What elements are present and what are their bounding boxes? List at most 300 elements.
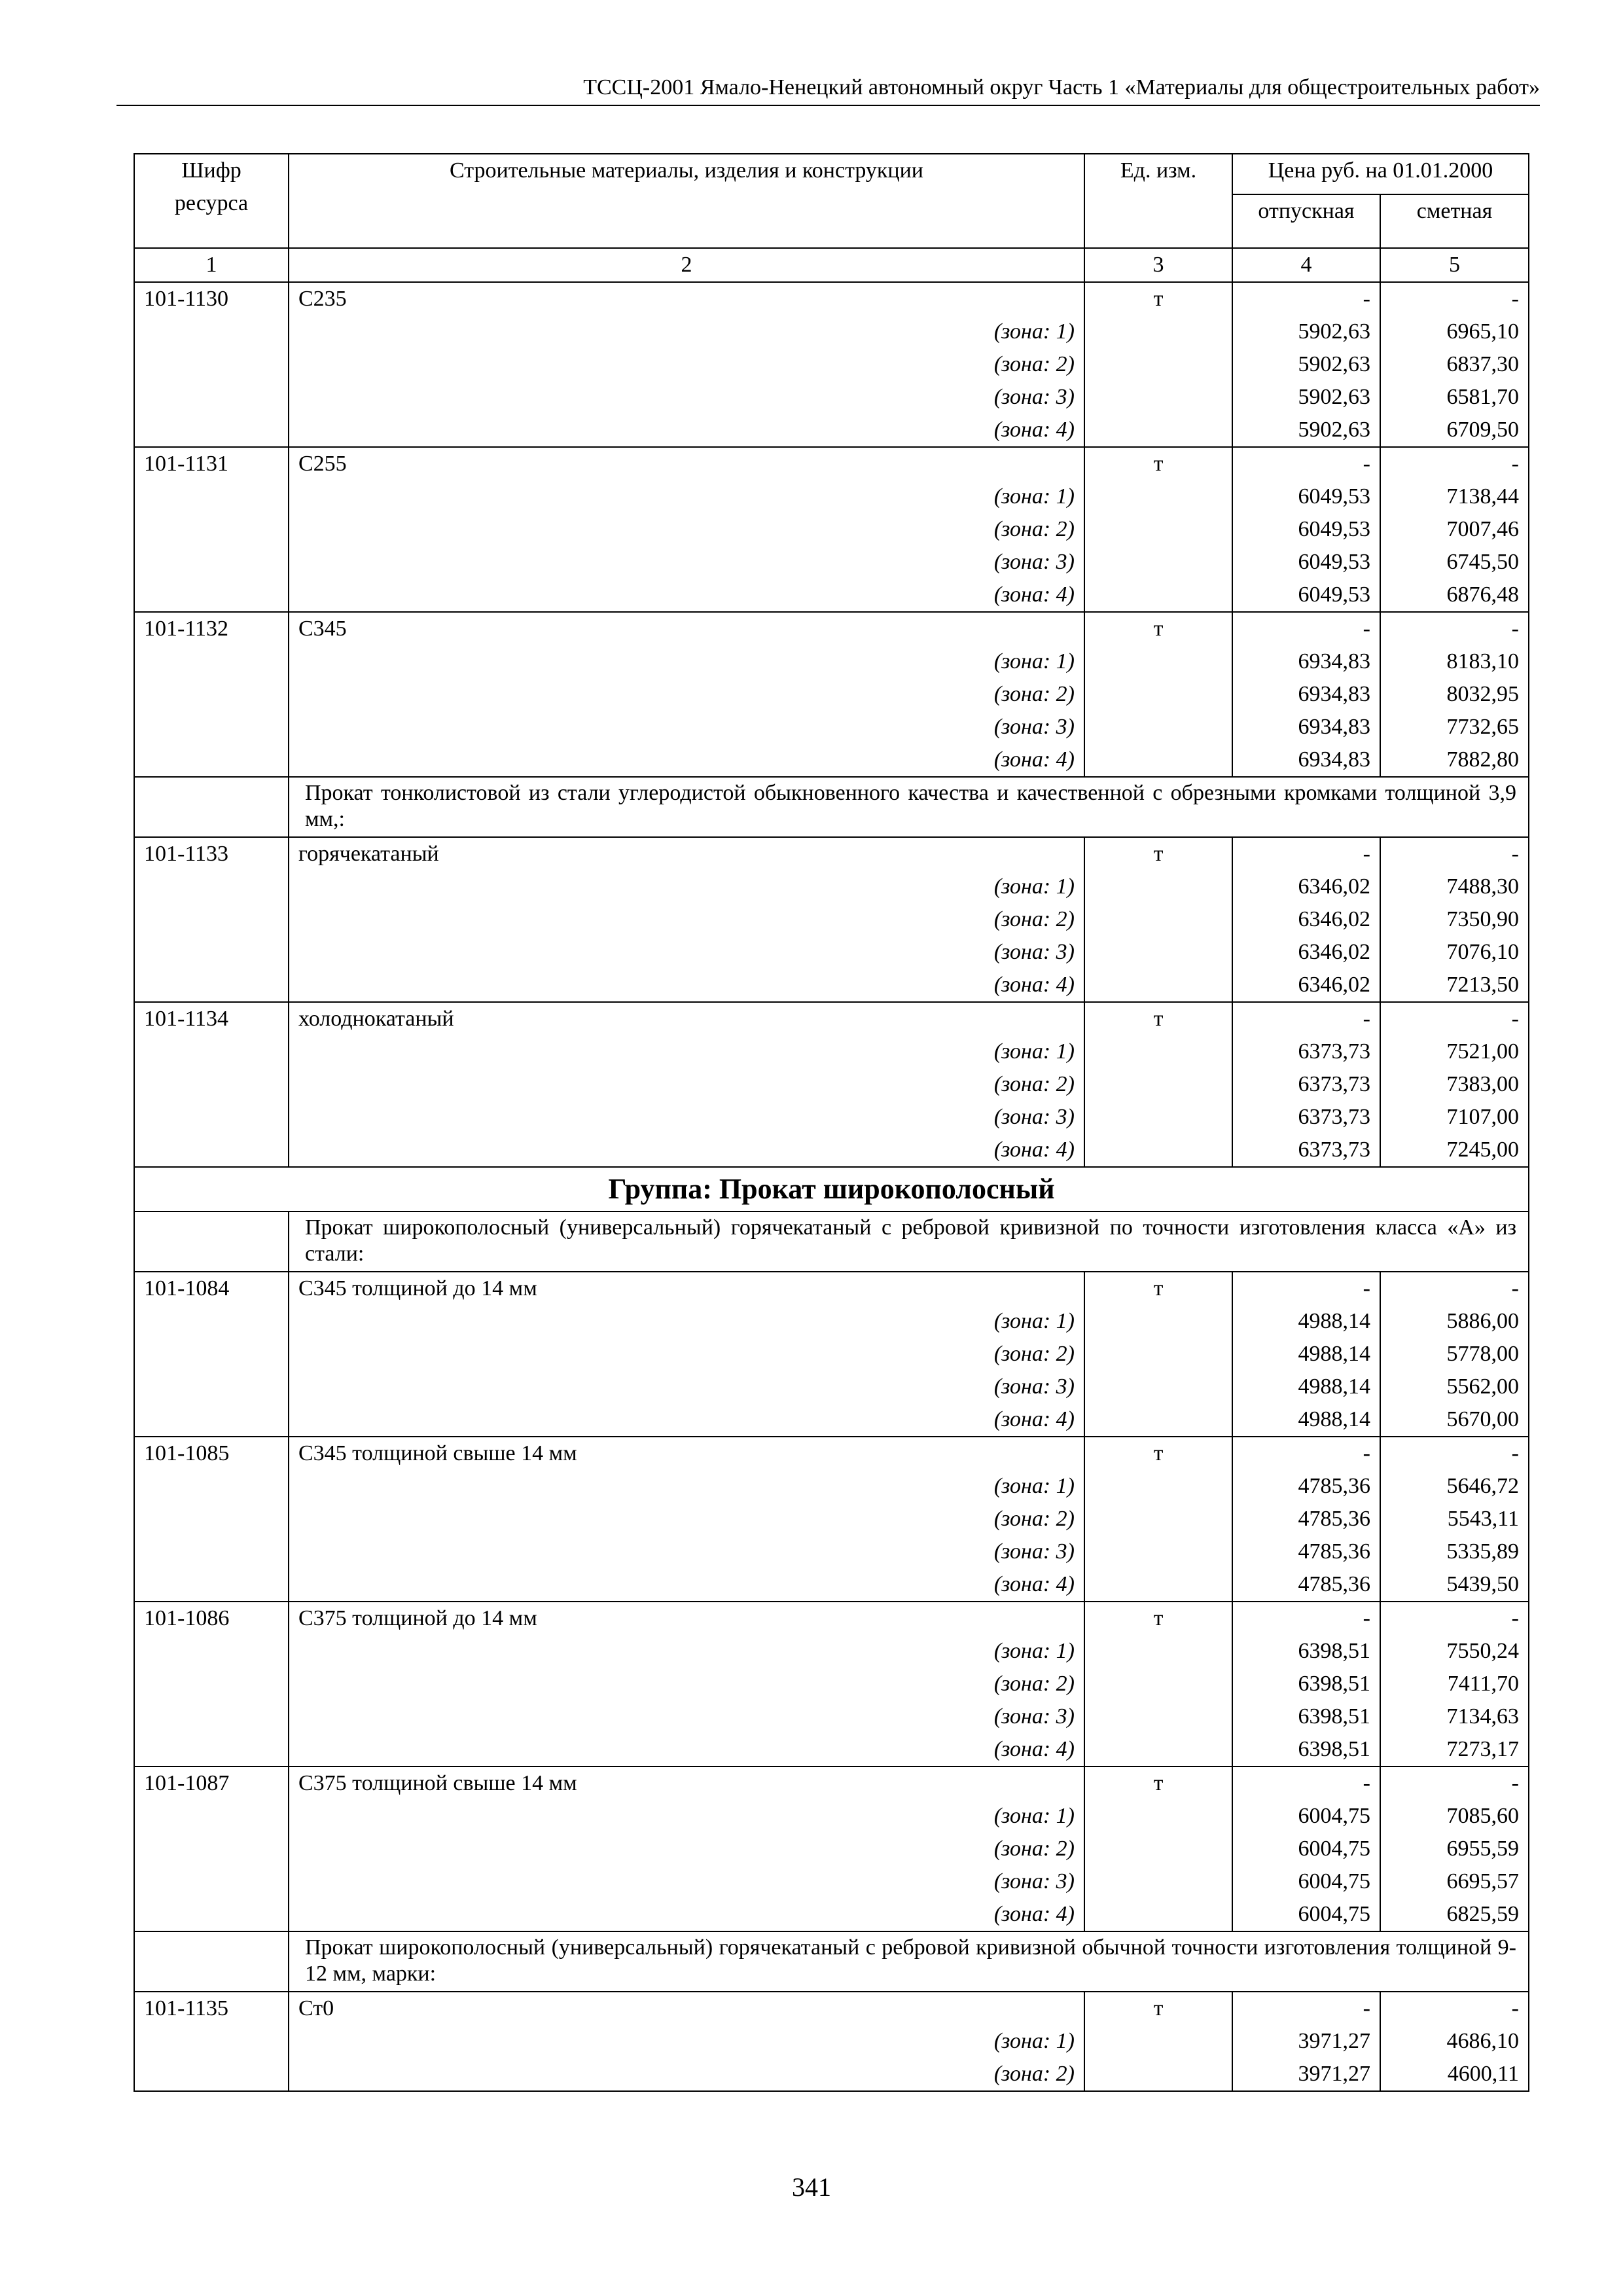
estimate-price: 7085,60	[1380, 1800, 1529, 1833]
empty-cell	[134, 1503, 289, 1535]
material-name: С375 толщиной до 14 мм	[289, 1602, 1084, 1635]
table-row	[134, 1767, 1529, 1800]
unit: т	[1084, 1992, 1232, 2025]
zone-row	[134, 1035, 1529, 1068]
estimate-price: -	[1380, 447, 1529, 480]
empty-cell	[1084, 1668, 1232, 1700]
empty-cell	[134, 1833, 289, 1865]
zone-row	[134, 1371, 1529, 1403]
empty-cell	[1084, 414, 1232, 447]
empty-cell	[1084, 1371, 1232, 1403]
empty-cell	[134, 381, 289, 414]
zone-row	[134, 1503, 1529, 1535]
zone-row	[134, 678, 1529, 711]
estimate-price: 5439,50	[1380, 1568, 1529, 1602]
unit: т	[1084, 282, 1232, 315]
estimate-price: -	[1380, 1767, 1529, 1800]
estimate-price: 7411,70	[1380, 1668, 1529, 1700]
group-row	[134, 1167, 1529, 1211]
zone-label: (зона: 2)	[289, 1833, 1084, 1865]
empty-cell	[1084, 1865, 1232, 1898]
estimate-price: -	[1380, 1272, 1529, 1305]
estimate-price: 6955,59	[1380, 1833, 1529, 1865]
empty-cell	[134, 546, 289, 579]
zone-label: (зона: 3)	[289, 381, 1084, 414]
release-price: -	[1232, 612, 1380, 645]
empty-cell	[134, 1931, 289, 1992]
estimate-price: 7076,10	[1380, 936, 1529, 969]
zone-label: (зона: 3)	[289, 546, 1084, 579]
header-code: Шифр ресурса	[134, 154, 289, 248]
empty-cell	[1084, 1134, 1232, 1167]
empty-cell	[1084, 1700, 1232, 1733]
estimate-price: 6876,48	[1380, 579, 1529, 612]
empty-cell	[134, 744, 289, 777]
resource-code: 101-1135	[134, 1992, 289, 2025]
zone-row	[134, 579, 1529, 612]
unit: т	[1084, 1767, 1232, 1800]
empty-cell	[134, 348, 289, 381]
zone-label: (зона: 2)	[289, 1068, 1084, 1101]
estimate-price: -	[1380, 612, 1529, 645]
table-row	[134, 282, 1529, 315]
estimate-price: -	[1380, 1437, 1529, 1470]
resource-code: 101-1131	[134, 447, 289, 480]
resource-code: 101-1133	[134, 837, 289, 870]
empty-cell	[1084, 936, 1232, 969]
release-price: 6934,83	[1232, 711, 1380, 744]
resource-code: 101-1134	[134, 1002, 289, 1035]
zone-label: (зона: 4)	[289, 969, 1084, 1002]
release-price: 4785,36	[1232, 1535, 1380, 1568]
empty-cell	[134, 1733, 289, 1767]
zone-row	[134, 1101, 1529, 1134]
material-name: С345	[289, 612, 1084, 645]
zone-label: (зона: 1)	[289, 1035, 1084, 1068]
zone-row	[134, 1305, 1529, 1338]
release-price: -	[1232, 837, 1380, 870]
empty-cell	[134, 1371, 289, 1403]
material-name: С375 толщиной свыше 14 мм	[289, 1767, 1084, 1800]
empty-cell	[134, 1700, 289, 1733]
zone-row	[134, 414, 1529, 447]
empty-cell	[134, 1035, 289, 1068]
zone-row	[134, 513, 1529, 546]
empty-cell	[134, 579, 289, 612]
release-price: 6398,51	[1232, 1700, 1380, 1733]
release-price: 6004,75	[1232, 1865, 1380, 1898]
header-estimate-price: сметная	[1380, 194, 1529, 248]
zone-row	[134, 1134, 1529, 1167]
empty-cell	[1084, 1101, 1232, 1134]
material-name: холоднокатаный	[289, 1002, 1084, 1035]
zone-row	[134, 546, 1529, 579]
zone-label: (зона: 4)	[289, 1733, 1084, 1767]
empty-cell	[1084, 513, 1232, 546]
section-description: Прокат широкополосный (универсальный) горячекатаный с ребровой кривизной обычной точности изготовления толщиной 9-12 мм, марки:	[289, 1931, 1529, 1992]
empty-cell	[134, 936, 289, 969]
release-price: 4988,14	[1232, 1371, 1380, 1403]
estimate-price: -	[1380, 1992, 1529, 2025]
empty-cell	[134, 1211, 289, 1272]
zone-row	[134, 1338, 1529, 1371]
estimate-price: 4600,11	[1380, 2058, 1529, 2091]
column-number: 3	[1084, 248, 1232, 282]
empty-cell	[134, 1635, 289, 1668]
empty-cell	[1084, 1305, 1232, 1338]
section-description: Прокат тонколистовой из стали углеродистой обыкновенного качества и качественной с обрезными кромками толщиной 3,9 мм,:	[289, 777, 1529, 837]
release-price: 4988,14	[1232, 1338, 1380, 1371]
column-number: 2	[289, 248, 1084, 282]
empty-cell	[1084, 744, 1232, 777]
zone-row	[134, 870, 1529, 903]
estimate-price: -	[1380, 1002, 1529, 1035]
unit: т	[1084, 1437, 1232, 1470]
zone-label: (зона: 3)	[289, 1535, 1084, 1568]
table-row	[134, 447, 1529, 480]
estimate-price: 7007,46	[1380, 513, 1529, 546]
section-description: Прокат широкополосный (универсальный) горячекатаный с ребровой кривизной по точности изготовления класса «А» из стали:	[289, 1211, 1529, 1272]
estimate-price: 7550,24	[1380, 1635, 1529, 1668]
release-price: 6346,02	[1232, 936, 1380, 969]
empty-cell	[134, 1668, 289, 1700]
release-price: 3971,27	[1232, 2025, 1380, 2058]
release-price: 6398,51	[1232, 1668, 1380, 1700]
empty-cell	[1084, 1035, 1232, 1068]
empty-cell	[1084, 1568, 1232, 1602]
table-body	[134, 282, 1529, 2091]
release-price: 6004,75	[1232, 1833, 1380, 1865]
zone-label: (зона: 3)	[289, 936, 1084, 969]
empty-cell	[1084, 1068, 1232, 1101]
group-title: Группа: Прокат широкополосный	[134, 1167, 1529, 1211]
empty-cell	[134, 969, 289, 1002]
release-price: 6934,83	[1232, 645, 1380, 678]
estimate-price: 5562,00	[1380, 1371, 1529, 1403]
estimate-price: 7882,80	[1380, 744, 1529, 777]
unit: т	[1084, 447, 1232, 480]
empty-cell	[1084, 546, 1232, 579]
estimate-price: 5670,00	[1380, 1403, 1529, 1437]
estimate-price: 6825,59	[1380, 1898, 1529, 1931]
estimate-price: 8183,10	[1380, 645, 1529, 678]
release-price: 6373,73	[1232, 1101, 1380, 1134]
zone-label: (зона: 2)	[289, 2058, 1084, 2091]
estimate-price: 6837,30	[1380, 348, 1529, 381]
zone-row	[134, 381, 1529, 414]
release-price: -	[1232, 1437, 1380, 1470]
empty-cell	[1084, 348, 1232, 381]
zone-row	[134, 2058, 1529, 2091]
empty-cell	[1084, 1470, 1232, 1503]
unit: т	[1084, 837, 1232, 870]
release-price: 3971,27	[1232, 2058, 1380, 2091]
empty-cell	[1084, 480, 1232, 513]
zone-row	[134, 645, 1529, 678]
description-row	[134, 777, 1529, 837]
empty-cell	[134, 903, 289, 936]
empty-cell	[134, 1101, 289, 1134]
header-unit: Ед. изм.	[1084, 154, 1232, 248]
estimate-price: 8032,95	[1380, 678, 1529, 711]
empty-cell	[1084, 1535, 1232, 1568]
material-name: горячекатаный	[289, 837, 1084, 870]
estimate-price: 7107,00	[1380, 1101, 1529, 1134]
zone-label: (зона: 4)	[289, 1568, 1084, 1602]
empty-cell	[1084, 969, 1232, 1002]
empty-cell	[1084, 1833, 1232, 1865]
zone-label: (зона: 2)	[289, 1338, 1084, 1371]
zone-row	[134, 348, 1529, 381]
zone-label: (зона: 1)	[289, 645, 1084, 678]
column-number: 1	[134, 248, 289, 282]
zone-row	[134, 1470, 1529, 1503]
release-price: -	[1232, 1992, 1380, 2025]
empty-cell	[1084, 381, 1232, 414]
estimate-price: 4686,10	[1380, 2025, 1529, 2058]
material-name: С345 толщиной до 14 мм	[289, 1272, 1084, 1305]
unit: т	[1084, 1602, 1232, 1635]
zone-label: (зона: 1)	[289, 480, 1084, 513]
empty-cell	[1084, 870, 1232, 903]
zone-label: (зона: 2)	[289, 1668, 1084, 1700]
estimate-price: 7521,00	[1380, 1035, 1529, 1068]
empty-cell	[134, 1403, 289, 1437]
zone-row	[134, 1568, 1529, 1602]
empty-cell	[134, 414, 289, 447]
zone-label: (зона: 1)	[289, 1470, 1084, 1503]
release-price: -	[1232, 1602, 1380, 1635]
release-price: 6049,53	[1232, 546, 1380, 579]
price-table-wrap	[134, 153, 1528, 2092]
estimate-price: 5543,11	[1380, 1503, 1529, 1535]
estimate-price: 5335,89	[1380, 1535, 1529, 1568]
empty-cell	[134, 1898, 289, 1931]
table-row	[134, 1437, 1529, 1470]
release-price: 6373,73	[1232, 1068, 1380, 1101]
zone-row	[134, 936, 1529, 969]
empty-cell	[1084, 2025, 1232, 2058]
material-name: С235	[289, 282, 1084, 315]
zone-label: (зона: 4)	[289, 1403, 1084, 1437]
resource-code: 101-1085	[134, 1437, 289, 1470]
empty-cell	[134, 1338, 289, 1371]
estimate-price: 7213,50	[1380, 969, 1529, 1002]
empty-cell	[134, 777, 289, 837]
header-price: Цена руб. на 01.01.2000	[1232, 154, 1529, 194]
table-row	[134, 1002, 1529, 1035]
estimate-price: -	[1380, 1602, 1529, 1635]
release-price: 5902,63	[1232, 348, 1380, 381]
empty-cell	[134, 480, 289, 513]
description-row	[134, 1211, 1529, 1272]
release-price: 6049,53	[1232, 579, 1380, 612]
release-price: 4785,36	[1232, 1568, 1380, 1602]
estimate-price: 5886,00	[1380, 1305, 1529, 1338]
estimate-price: 7488,30	[1380, 870, 1529, 903]
empty-cell	[134, 1568, 289, 1602]
empty-cell	[134, 1865, 289, 1898]
material-name: Ст0	[289, 1992, 1084, 2025]
zone-row	[134, 1535, 1529, 1568]
zone-row	[134, 1068, 1529, 1101]
estimate-price: 7732,65	[1380, 711, 1529, 744]
release-price: 4988,14	[1232, 1403, 1380, 1437]
page-number: 341	[792, 2172, 831, 2202]
release-price: 6934,83	[1232, 744, 1380, 777]
empty-cell	[1084, 903, 1232, 936]
resource-code: 101-1130	[134, 282, 289, 315]
zone-row	[134, 1700, 1529, 1733]
release-price: 6346,02	[1232, 870, 1380, 903]
release-price: 6373,73	[1232, 1134, 1380, 1167]
zone-label: (зона: 3)	[289, 1700, 1084, 1733]
zone-label: (зона: 3)	[289, 711, 1084, 744]
description-row	[134, 1931, 1529, 1992]
release-price: 4785,36	[1232, 1470, 1380, 1503]
zone-row	[134, 1668, 1529, 1700]
estimate-price: -	[1380, 282, 1529, 315]
zone-label: (зона: 1)	[289, 870, 1084, 903]
estimate-price: 6695,57	[1380, 1865, 1529, 1898]
estimate-price: 7350,90	[1380, 903, 1529, 936]
release-price: 6373,73	[1232, 1035, 1380, 1068]
zone-label: (зона: 2)	[289, 348, 1084, 381]
estimate-price: 7138,44	[1380, 480, 1529, 513]
zone-row	[134, 1733, 1529, 1767]
zone-row	[134, 903, 1529, 936]
material-name: С255	[289, 447, 1084, 480]
release-price: 6346,02	[1232, 903, 1380, 936]
empty-cell	[134, 1305, 289, 1338]
release-price: 4785,36	[1232, 1503, 1380, 1535]
table-row	[134, 1272, 1529, 1305]
release-price: 4988,14	[1232, 1305, 1380, 1338]
zone-row	[134, 480, 1529, 513]
empty-cell	[134, 645, 289, 678]
empty-cell	[1084, 1403, 1232, 1437]
column-number: 4	[1232, 248, 1380, 282]
header-release-price: отпускная	[1232, 194, 1380, 248]
table-row	[134, 612, 1529, 645]
empty-cell	[1084, 2058, 1232, 2091]
empty-cell	[1084, 678, 1232, 711]
resource-code: 101-1132	[134, 612, 289, 645]
zone-row	[134, 969, 1529, 1002]
zone-label: (зона: 4)	[289, 744, 1084, 777]
zone-label: (зона: 2)	[289, 903, 1084, 936]
zone-label: (зона: 3)	[289, 1371, 1084, 1403]
empty-cell	[1084, 579, 1232, 612]
empty-cell	[1084, 1338, 1232, 1371]
estimate-price: 7383,00	[1380, 1068, 1529, 1101]
zone-label: (зона: 2)	[289, 513, 1084, 546]
empty-cell	[134, 513, 289, 546]
empty-cell	[134, 315, 289, 348]
zone-row	[134, 711, 1529, 744]
empty-cell	[134, 1068, 289, 1101]
zone-label: (зона: 3)	[289, 1865, 1084, 1898]
empty-cell	[134, 678, 289, 711]
estimate-price: 6709,50	[1380, 414, 1529, 447]
empty-cell	[134, 1470, 289, 1503]
header-materials: Строительные материалы, изделия и конструкции	[289, 154, 1084, 248]
zone-row	[134, 1865, 1529, 1898]
release-price: -	[1232, 1002, 1380, 1035]
estimate-price: 6581,70	[1380, 381, 1529, 414]
zone-label: (зона: 4)	[289, 1134, 1084, 1167]
resource-code: 101-1086	[134, 1602, 289, 1635]
table-row	[134, 1602, 1529, 1635]
table-row	[134, 1992, 1529, 2025]
empty-cell	[1084, 1503, 1232, 1535]
release-price: 6346,02	[1232, 969, 1380, 1002]
table-row	[134, 837, 1529, 870]
zone-label: (зона: 4)	[289, 579, 1084, 612]
zone-label: (зона: 2)	[289, 1503, 1084, 1535]
unit: т	[1084, 1002, 1232, 1035]
zone-row	[134, 1898, 1529, 1931]
running-header: ТССЦ-2001 Ямало-Ненецкий автономный округ Часть 1 «Материалы для общестроительных работ»	[583, 75, 1540, 99]
release-price: 6934,83	[1232, 678, 1380, 711]
column-number: 5	[1380, 248, 1529, 282]
zone-label: (зона: 4)	[289, 1898, 1084, 1931]
empty-cell	[1084, 315, 1232, 348]
zone-label: (зона: 3)	[289, 1101, 1084, 1134]
estimate-price: 7134,63	[1380, 1700, 1529, 1733]
release-price: 6398,51	[1232, 1733, 1380, 1767]
resource-code: 101-1087	[134, 1767, 289, 1800]
release-price: 6004,75	[1232, 1898, 1380, 1931]
estimate-price: 5778,00	[1380, 1338, 1529, 1371]
estimate-price: 7245,00	[1380, 1134, 1529, 1167]
empty-cell	[134, 711, 289, 744]
release-price: 6049,53	[1232, 480, 1380, 513]
zone-label: (зона: 1)	[289, 315, 1084, 348]
release-price: 6398,51	[1232, 1635, 1380, 1668]
estimate-price: -	[1380, 837, 1529, 870]
empty-cell	[134, 1134, 289, 1167]
header-rule	[116, 105, 1540, 106]
zone-label: (зона: 1)	[289, 1305, 1084, 1338]
empty-cell	[1084, 711, 1232, 744]
material-name: С345 толщиной свыше 14 мм	[289, 1437, 1084, 1470]
estimate-price: 5646,72	[1380, 1470, 1529, 1503]
release-price: -	[1232, 282, 1380, 315]
empty-cell	[134, 1800, 289, 1833]
release-price: 5902,63	[1232, 414, 1380, 447]
empty-cell	[134, 2025, 289, 2058]
zone-label: (зона: 2)	[289, 678, 1084, 711]
release-price: -	[1232, 1272, 1380, 1305]
release-price: 6004,75	[1232, 1800, 1380, 1833]
zone-row	[134, 744, 1529, 777]
empty-cell	[1084, 1635, 1232, 1668]
zone-row	[134, 2025, 1529, 2058]
empty-cell	[134, 1535, 289, 1568]
estimate-price: 6965,10	[1380, 315, 1529, 348]
zone-row	[134, 1635, 1529, 1668]
zone-label: (зона: 4)	[289, 414, 1084, 447]
estimate-price: 7273,17	[1380, 1733, 1529, 1767]
zone-row	[134, 1403, 1529, 1437]
empty-cell	[1084, 645, 1232, 678]
price-table	[134, 153, 1529, 2092]
release-price: 6049,53	[1232, 513, 1380, 546]
empty-cell	[134, 870, 289, 903]
empty-cell	[1084, 1800, 1232, 1833]
resource-code: 101-1084	[134, 1272, 289, 1305]
